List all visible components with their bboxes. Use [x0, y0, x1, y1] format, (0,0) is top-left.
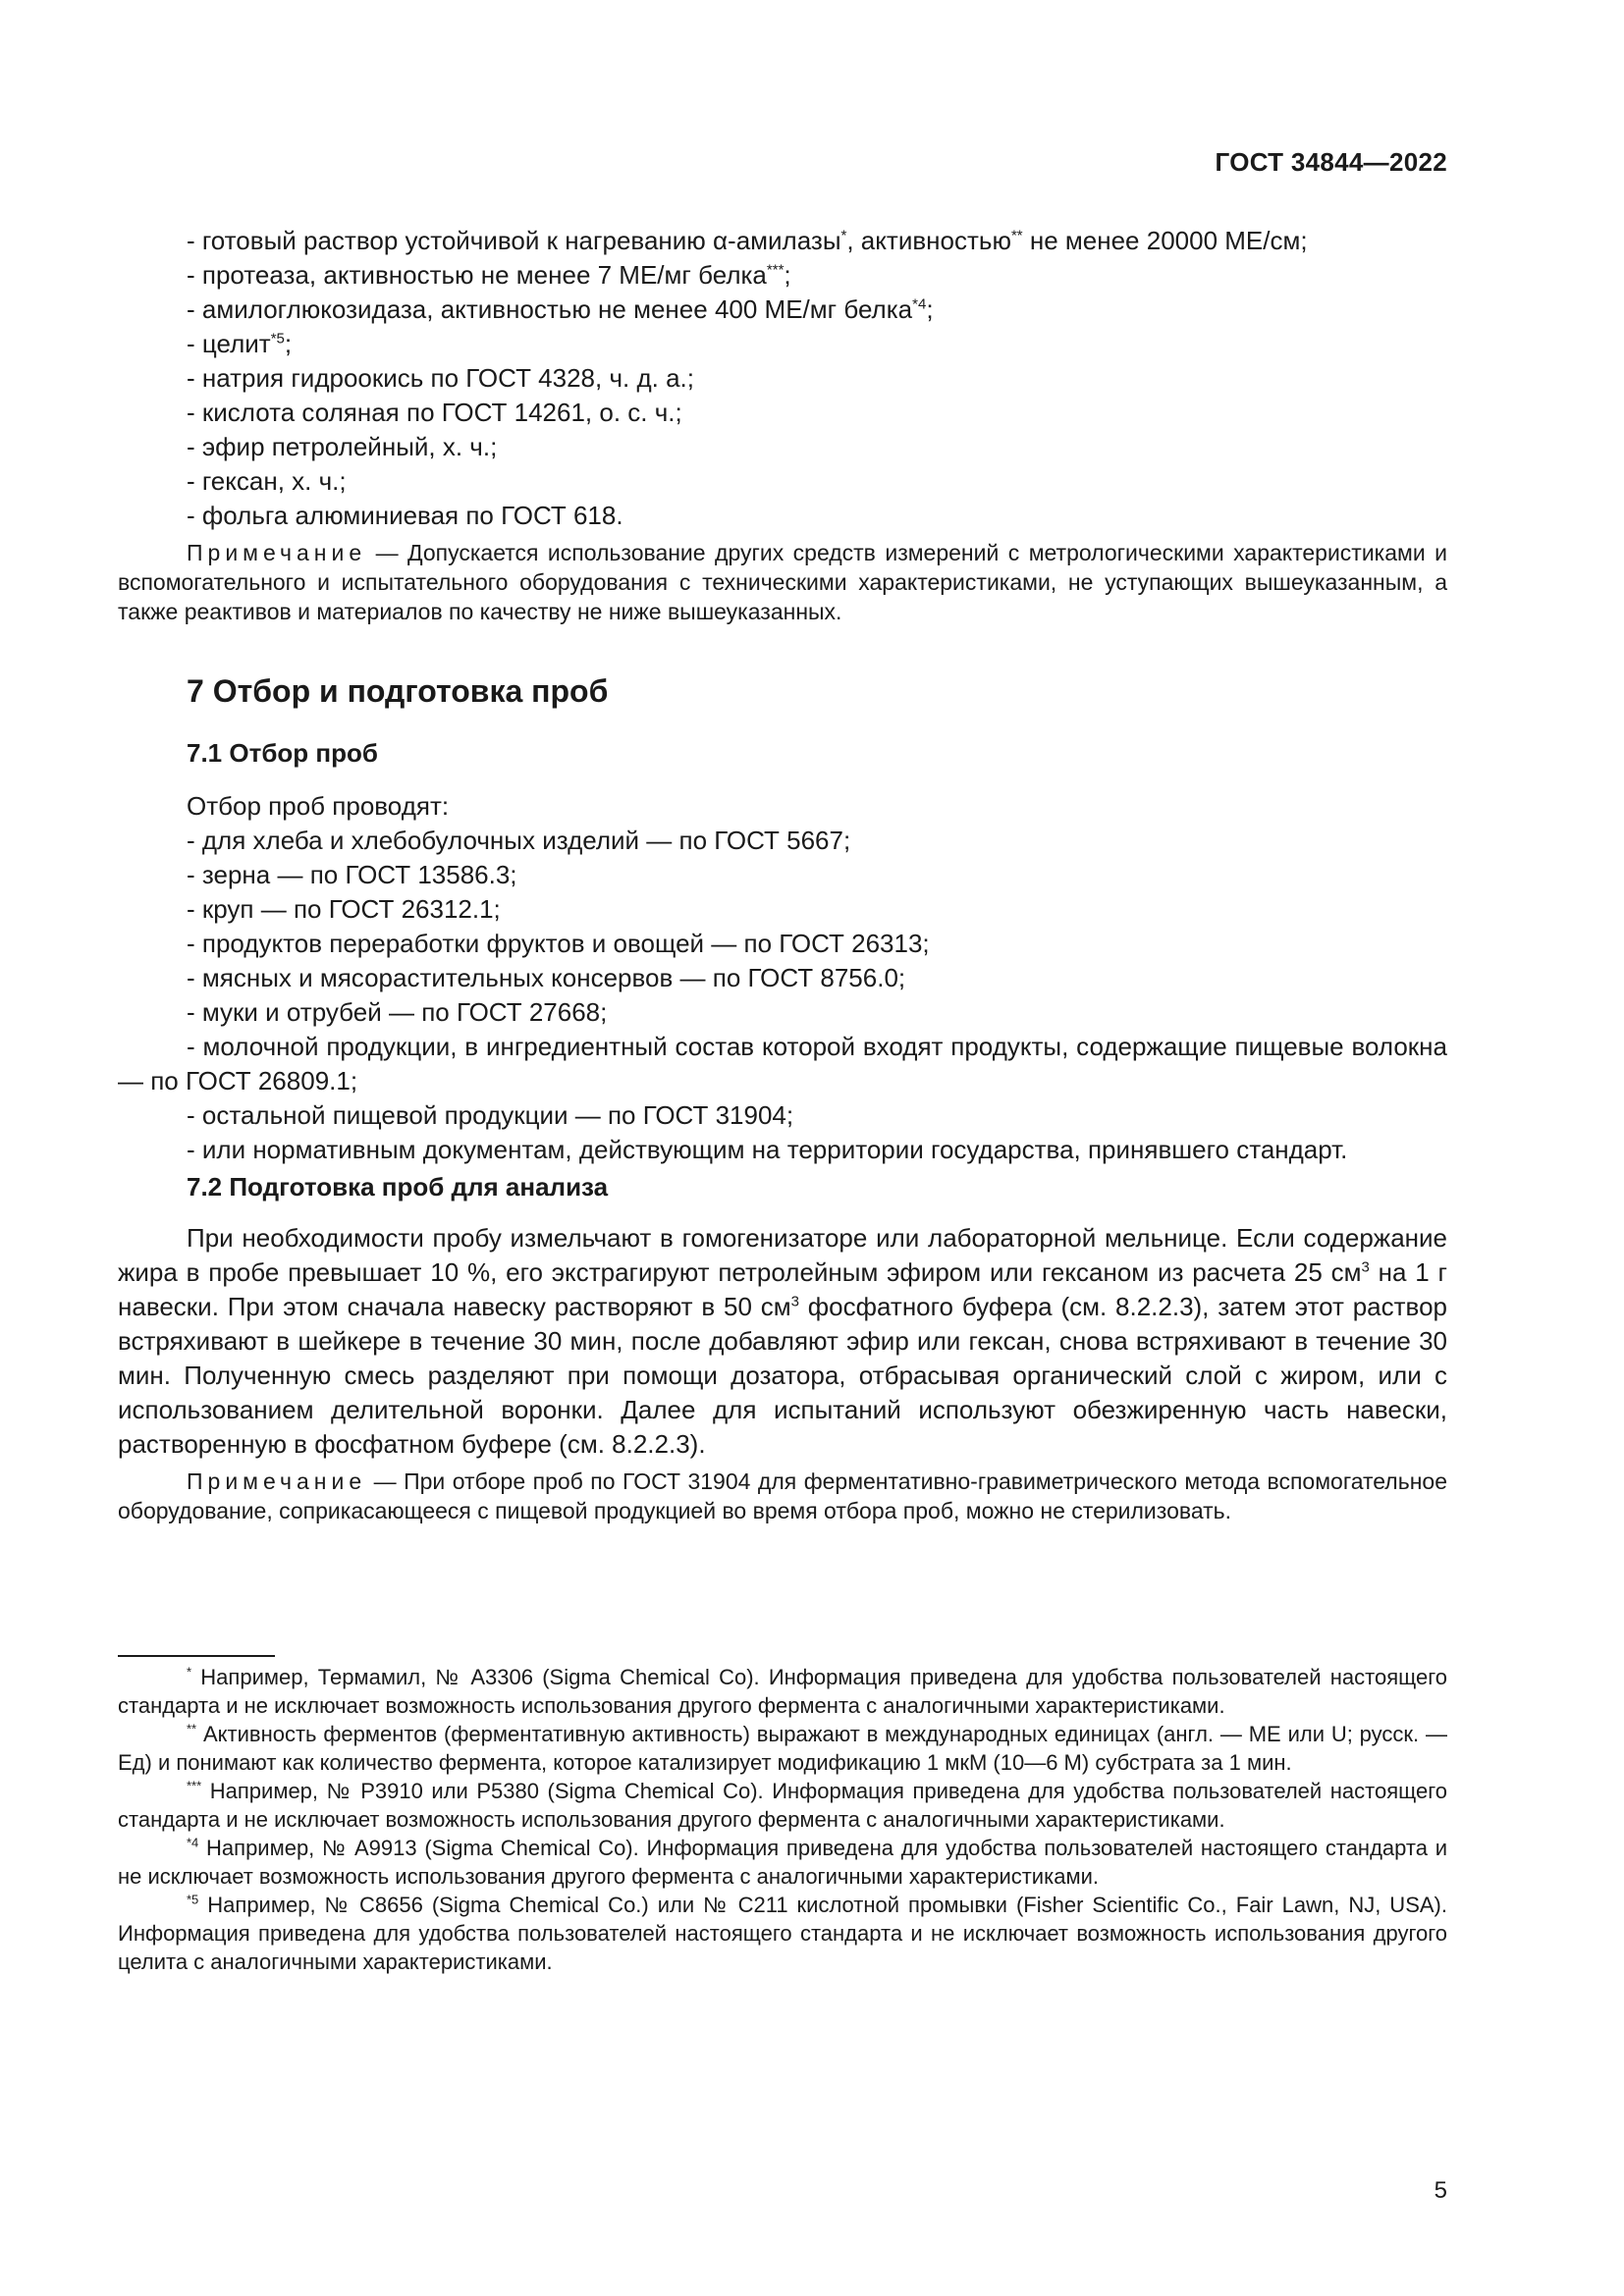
list-item: - фольга алюминиевая по ГОСТ 618. — [187, 501, 623, 530]
sampling-list — [118, 789, 1447, 1167]
footnote: * Например, Термамил, № А3306 (Sigma Chemical Co). Информация приведена для удобства пользователей настоящего стандарта и не исключает возможность использования другого фермента с аналогичными характеристиками. — [118, 1664, 1447, 1718]
document-code: ГОСТ 34844—2022 — [1215, 147, 1447, 177]
list-item: - готовый раствор устойчивой к нагреванию α-амилазы*, активностью** не менее 20000 МЕ/см; — [187, 226, 1308, 255]
list-item: - протеаза, активностью не менее 7 МЕ/мг белка***; — [187, 260, 791, 290]
list-item: - кислота соляная по ГОСТ 14261, о. с. ч.; — [187, 398, 682, 427]
list-item: - продуктов переработки фруктов и овощей — по ГОСТ 26313; — [187, 929, 930, 958]
list-item: - зерна — по ГОСТ 13586.3; — [187, 860, 517, 889]
list-item: - эфир петролейный, х. ч.; — [187, 432, 498, 461]
list-item: - или нормативным документам, действующим на территории государства, принявшего стандарт. — [187, 1135, 1348, 1164]
note-equipment: Примечание — Допускается использование других средств измерений с метрологическими характеристиками и вспомогательного и испытательного оборудования с техническими характеристиками, не уступающих вышеуказанным, а также реактивов и материалов по качеству не ниже вышеуказанных. — [118, 540, 1447, 624]
section-title: 7 Отбор и подготовка проб — [187, 673, 609, 709]
subsection-title-7-1: 7.1 Отбор проб — [187, 738, 378, 768]
list-item: - муки и отрубей — по ГОСТ 27668; — [187, 997, 608, 1027]
footnote: ** Активность ферментов (ферментативную активность) выражают в международных единицах (англ. — МЕ или U; русск. — Ед) и понимают как количество фермента, которое катализирует модификацию 1 мкМ (10—6 М) субстрата за 1 мин. — [118, 1721, 1447, 1775]
list-item: - амилоглюкозидаза, активностью не менее 400 МЕ/мг белка$^{*4}$; — [187, 294, 934, 324]
footnotes — [118, 1663, 1447, 1976]
footnote-divider — [118, 1655, 275, 1657]
list-intro: Отбор проб проводят: — [187, 791, 450, 821]
list-item: - натрия гидроокись по ГОСТ 4328, ч. д. а.; — [187, 363, 694, 393]
list-item: - мясных и мясорастительных консервов — по ГОСТ 8756.0; — [187, 963, 906, 992]
list-item: - для хлеба и хлебобулочных изделий — по ГОСТ 5667; — [187, 826, 851, 855]
page-number: 5 — [1434, 2177, 1447, 2204]
footnote: $^{*4}$ Например, № А9913 (Sigma Chemical Co). Информация приведена для удобства пользователей настоящего стандарта и не исключает возможность использования другого фермента с аналогичными характеристиками. — [118, 1835, 1447, 1889]
footnote: *** Например, № Р3910 или Р5380 (Sigma Chemical Co). Информация приведена для удобства пользователей настоящего стандарта и не исключает возможность использования другого фермента с аналогичными характеристиками. — [118, 1778, 1447, 1832]
footnote: $^{*5}$ Например, № C8656 (Sigma Chemical Co.) или № C211 кислотной промывки (Fisher Scientific Co., Fair Lawn, NJ, USA). Информация приведена для удобства пользователей настоящего стандарта и не исключает возможность использования другого целита с аналогичными характеристиками. — [118, 1892, 1447, 1974]
list-item: - гексан, х. ч.; — [187, 466, 347, 496]
sample-preparation-paragraph: При необходимости пробу измельчают в гомогенизаторе или лабораторной мельнице. Если содержание жира в пробе превышает 10 %, его экстрагируют петролейным эфиром или гексаном из расчета 25 $см^3$ на 1 г навески. При этом сначала навеску растворяют в 50 $см^3$ фосфатного буфера (см. 8.2.2.3), затем этот раствор встряхивают в шейкере в течение 30 мин, после добавляют эфир или гексан, снова встряхивают в течение 30 мин. Полученную смесь разделяют при помощи дозатора, отбрасывая органический слой с жиром, или с использованием делительной воронки. Далее для испытаний используют обезжиренную часть навески, растворенную в фосфатном буфере (см. 8.2.2.3). — [118, 1223, 1447, 1459]
list-item: - молочной продукции, в ингредиентный состав которой входят продукты, содержащие пищевые волокна — по ГОСТ 26809.1; — [118, 1032, 1447, 1095]
list-item: - целит$^{*5}$; — [187, 329, 293, 358]
list-item: - круп — по ГОСТ 26312.1; — [187, 894, 501, 924]
reagent-list — [118, 224, 1447, 533]
list-item: - остальной пищевой продукции — по ГОСТ 31904; — [187, 1100, 794, 1130]
note-sterilization: Примечание — При отборе проб по ГОСТ 31904 для ферментативно-гравиметрического метода вспомогательное оборудование, соприкасающееся с пищевой продукцией во время отбора проб, можно не стерилизовать. — [118, 1468, 1447, 1523]
subsection-title-7-2: 7.2 Подготовка проб для анализа — [187, 1172, 609, 1201]
document-page — [118, 0, 1447, 2296]
